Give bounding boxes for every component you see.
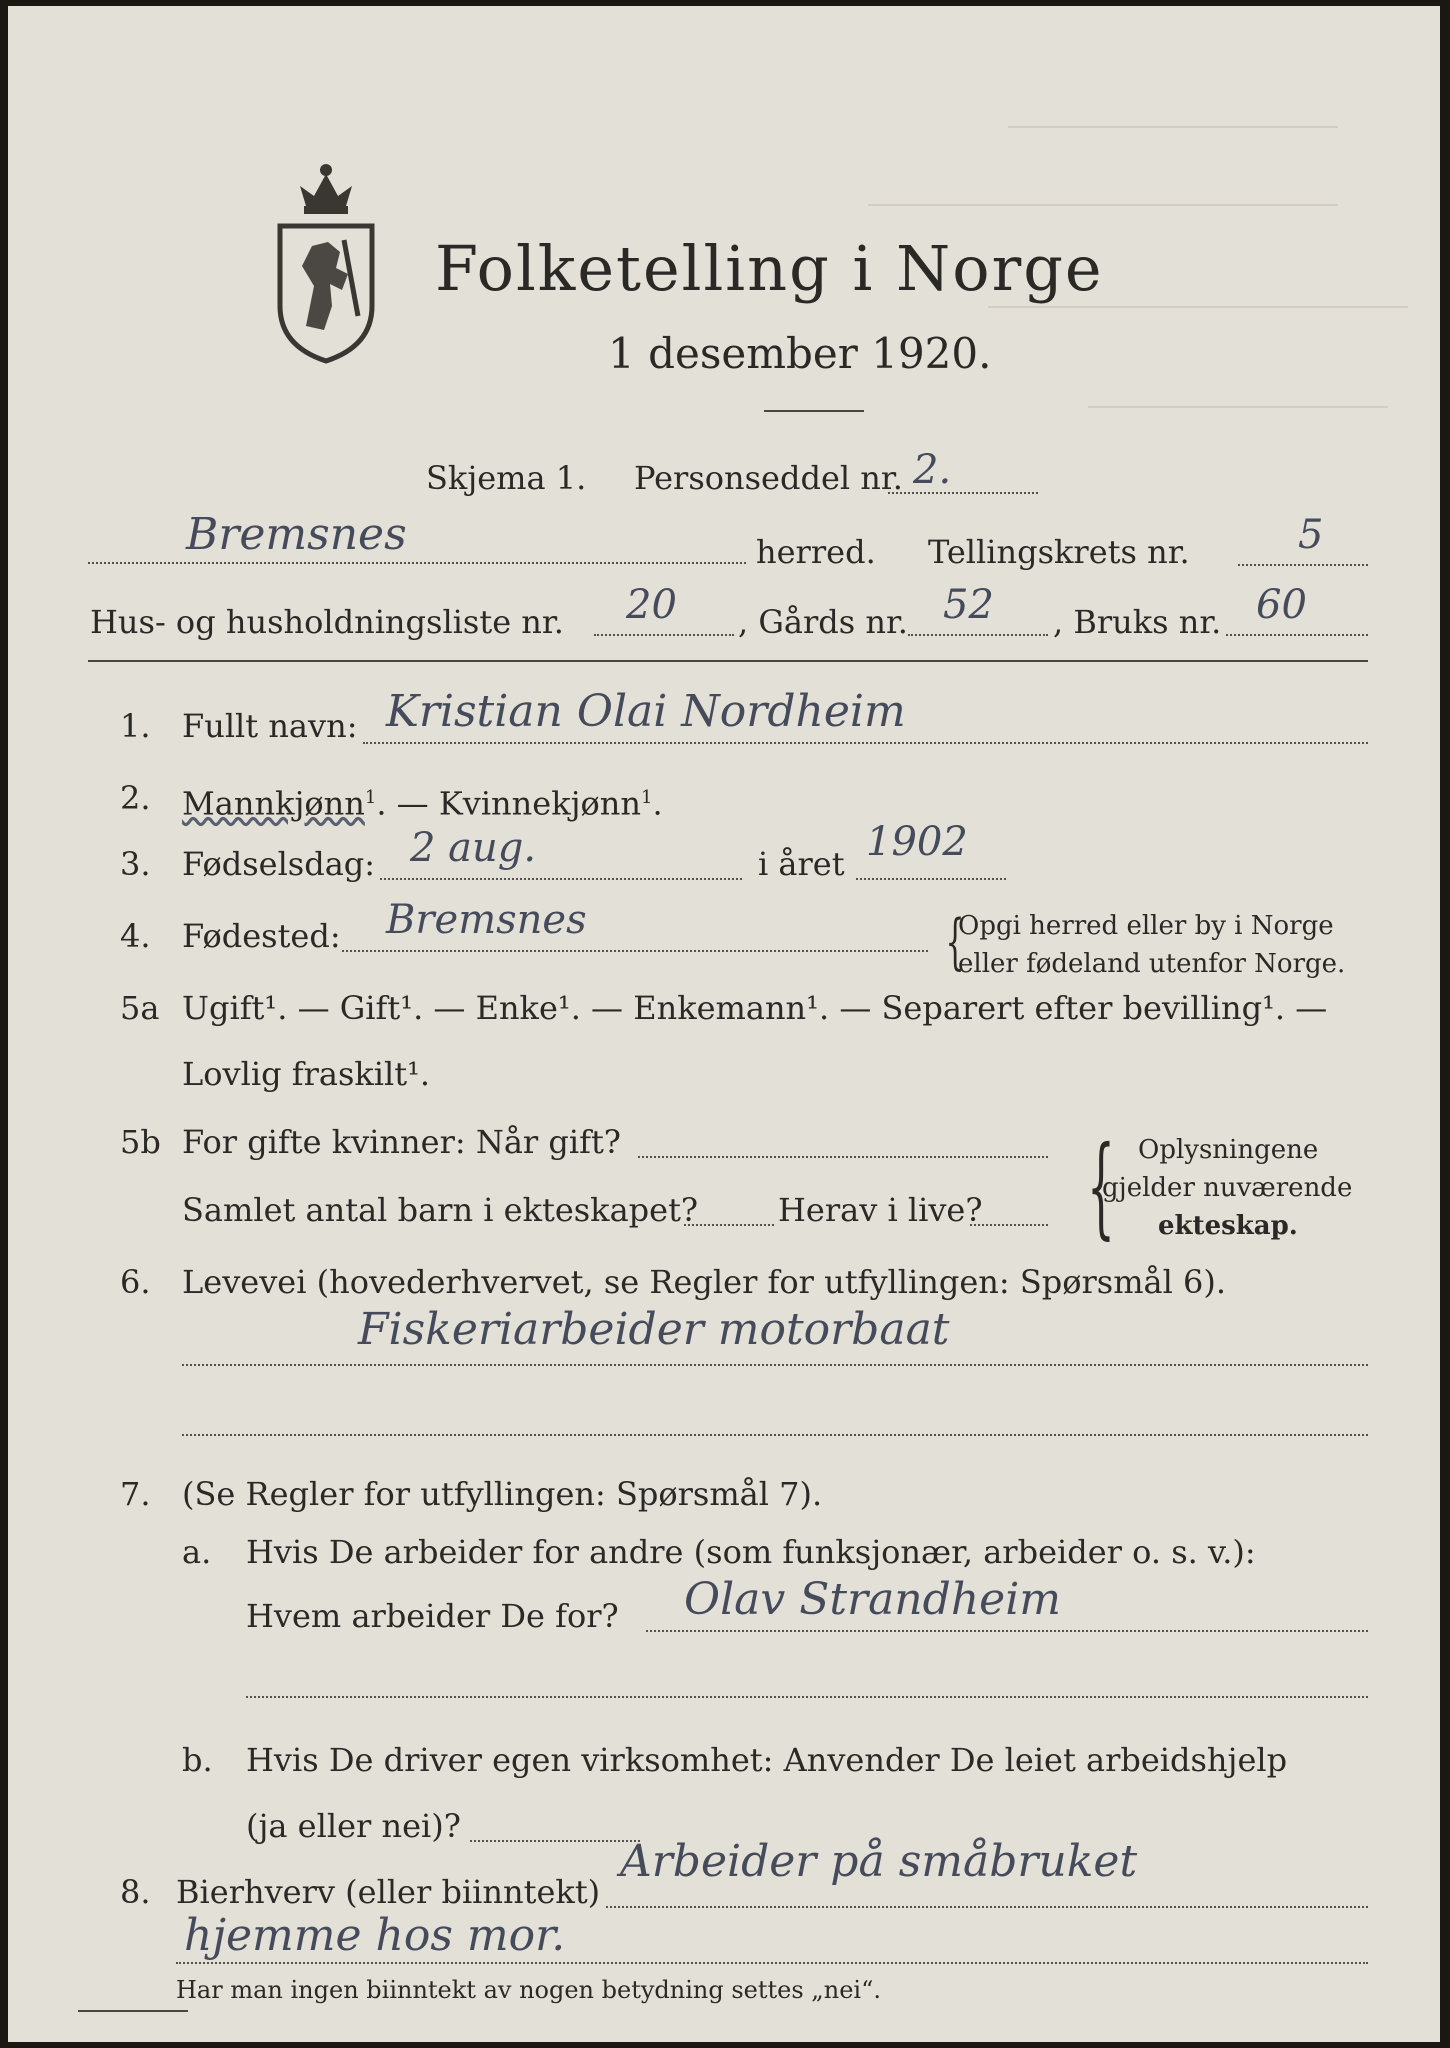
bruks-line <box>1226 634 1368 636</box>
female-option: Kvinnekjønn <box>438 784 641 823</box>
tellingskrets-label: Tellingskrets nr. <box>928 533 1190 571</box>
personseddel-label: Personseddel nr. <box>634 459 903 497</box>
q5b-note-line1: Oplysningene <box>1138 1135 1319 1165</box>
q2-sex-options <box>182 778 663 824</box>
q5b-note-line2: gjelder nuværende <box>1102 1173 1353 1203</box>
q2-end: . <box>652 784 663 823</box>
q4-number: 4. <box>120 917 151 955</box>
q6-line-2 <box>182 1434 1368 1436</box>
herred-label: herred. <box>756 533 876 571</box>
herred-value: Bremsnes <box>186 509 407 560</box>
q2-footnote-mark: 1 <box>364 787 377 808</box>
q5a-marital-options: Ugift¹. — Gift¹. — Enke¹. — Enkemann¹. — Separert efter bevilling¹. — <box>182 989 1328 1027</box>
gards-label: , Gårds nr. <box>738 603 908 641</box>
schema-label: Skjema 1. <box>426 459 587 497</box>
q1-number: 1. <box>120 707 151 745</box>
q4-line <box>342 950 928 952</box>
q7b-question: Hvis De driver egen virksomhet: Anvender De leiet arbeidshjelp <box>246 1741 1288 1779</box>
footnote-rule <box>78 2010 188 2012</box>
q1-full-name: Kristian Olai Nordheim <box>386 686 906 737</box>
q3-birth-year: 1902 <box>866 819 968 865</box>
q5b-married-line <box>638 1156 1048 1158</box>
bleed-through-line <box>1008 126 1338 128</box>
q7a-employer: Olav Strandheim <box>684 1574 1061 1625</box>
section-divider <box>88 660 1368 662</box>
q5a-number: 5a <box>120 989 160 1027</box>
hus-label: Hus- og husholdningsliste nr. <box>90 603 564 641</box>
bruks-label: , Bruks nr. <box>1053 603 1222 641</box>
gards-value: 52 <box>943 582 994 628</box>
q5a-marital-options-cont: Lovlig fraskilt¹. <box>182 1055 431 1093</box>
q3-label: Fødselsdag: <box>182 845 376 883</box>
q6-number: 6. <box>120 1263 151 1301</box>
q8-side-income: Arbeider på småbruket <box>620 1836 1138 1887</box>
norway-coat-of-arms-icon <box>266 156 386 366</box>
q7b-answer-label: (ja eller nei)? <box>246 1807 461 1845</box>
q5b-brace: { <box>1087 1122 1115 1250</box>
footnote: Har man ingen biinntekt av nogen betydning settes „nei“. <box>176 1976 881 2004</box>
q8-line-2 <box>176 1962 1368 1964</box>
q7-number: 7. <box>120 1475 151 1513</box>
q5b-children-alive: Herav i live? <box>778 1191 983 1229</box>
q4-label: Fødested: <box>182 917 341 955</box>
q7b-answer-line <box>470 1840 640 1842</box>
q3-birthday: 2 aug. <box>410 825 537 871</box>
q7b-letter: b. <box>182 1741 213 1779</box>
q7a-employer-label: Hvem arbeider De for? <box>246 1597 619 1635</box>
q3-number: 3. <box>120 845 151 883</box>
hus-value: 20 <box>626 582 677 628</box>
q6-occupation: Fiskeriarbeider motorbaat <box>358 1304 950 1355</box>
q8-line <box>606 1906 1368 1908</box>
male-option: Mannkjønn <box>182 784 365 823</box>
q8-label: Bierhverv (eller biinntekt) <box>176 1873 601 1911</box>
tellingskrets-line <box>1238 564 1368 566</box>
herred-line <box>88 562 746 564</box>
q2-separator: . — <box>376 784 439 823</box>
q8-side-income-cont: hjemme hos mor. <box>184 1910 566 1961</box>
census-form-page <box>8 6 1440 2042</box>
q3-year-label: i året <box>758 845 845 883</box>
form-title: Folketelling i Norge <box>435 232 1104 305</box>
bleed-through-line <box>868 204 1338 206</box>
q6-label: Levevei (hovederhvervet, se Regler for utfyllingen: Spørsmål 6). <box>182 1263 1227 1301</box>
q5b-married-when: For gifte kvinner: Når gift? <box>182 1123 621 1161</box>
q8-number: 8. <box>120 1873 151 1911</box>
q5b-children-line <box>684 1224 774 1226</box>
q1-label: Fullt navn: <box>182 707 358 745</box>
q4-birthplace: Bremsnes <box>386 897 587 943</box>
q4-brace: { <box>945 907 965 977</box>
header-divider <box>764 410 864 412</box>
q4-note-line2: eller fødeland utenfor Norge. <box>958 949 1346 979</box>
bleed-through-line <box>1088 406 1388 408</box>
hus-line <box>594 634 734 636</box>
q7-label: (Se Regler for utfyllingen: Spørsmål 7). <box>182 1475 823 1513</box>
personseddel-line <box>888 492 1038 494</box>
tellingskrets-value: 5 <box>1298 512 1324 558</box>
q5b-alive-line <box>970 1224 1048 1226</box>
q7a-line-2 <box>246 1696 1368 1698</box>
q3-line <box>380 878 742 880</box>
q5b-number: 5b <box>120 1123 161 1161</box>
q2-footnote-mark: 1 <box>641 787 653 808</box>
q3-year-line <box>856 878 1006 880</box>
gards-line <box>908 634 1048 636</box>
q7a-letter: a. <box>182 1533 212 1571</box>
q4-note-line1: Opgi herred eller by i Norge <box>958 911 1334 941</box>
q1-line <box>363 742 1368 744</box>
q6-line <box>182 1364 1368 1366</box>
q5b-children-total: Samlet antal barn i ekteskapet? <box>182 1191 699 1229</box>
q2-number: 2. <box>120 779 151 817</box>
q5b-note-line3: ekteskap. <box>1158 1211 1298 1241</box>
bruks-value: 60 <box>1256 582 1307 628</box>
q7a-employer-line <box>646 1630 1368 1632</box>
q7a-question: Hvis De arbeider for andre (som funksjonær, arbeider o. s. v.): <box>246 1533 1256 1571</box>
form-date: 1 desember 1920. <box>608 329 992 378</box>
personseddel-value: 2. <box>913 447 952 493</box>
